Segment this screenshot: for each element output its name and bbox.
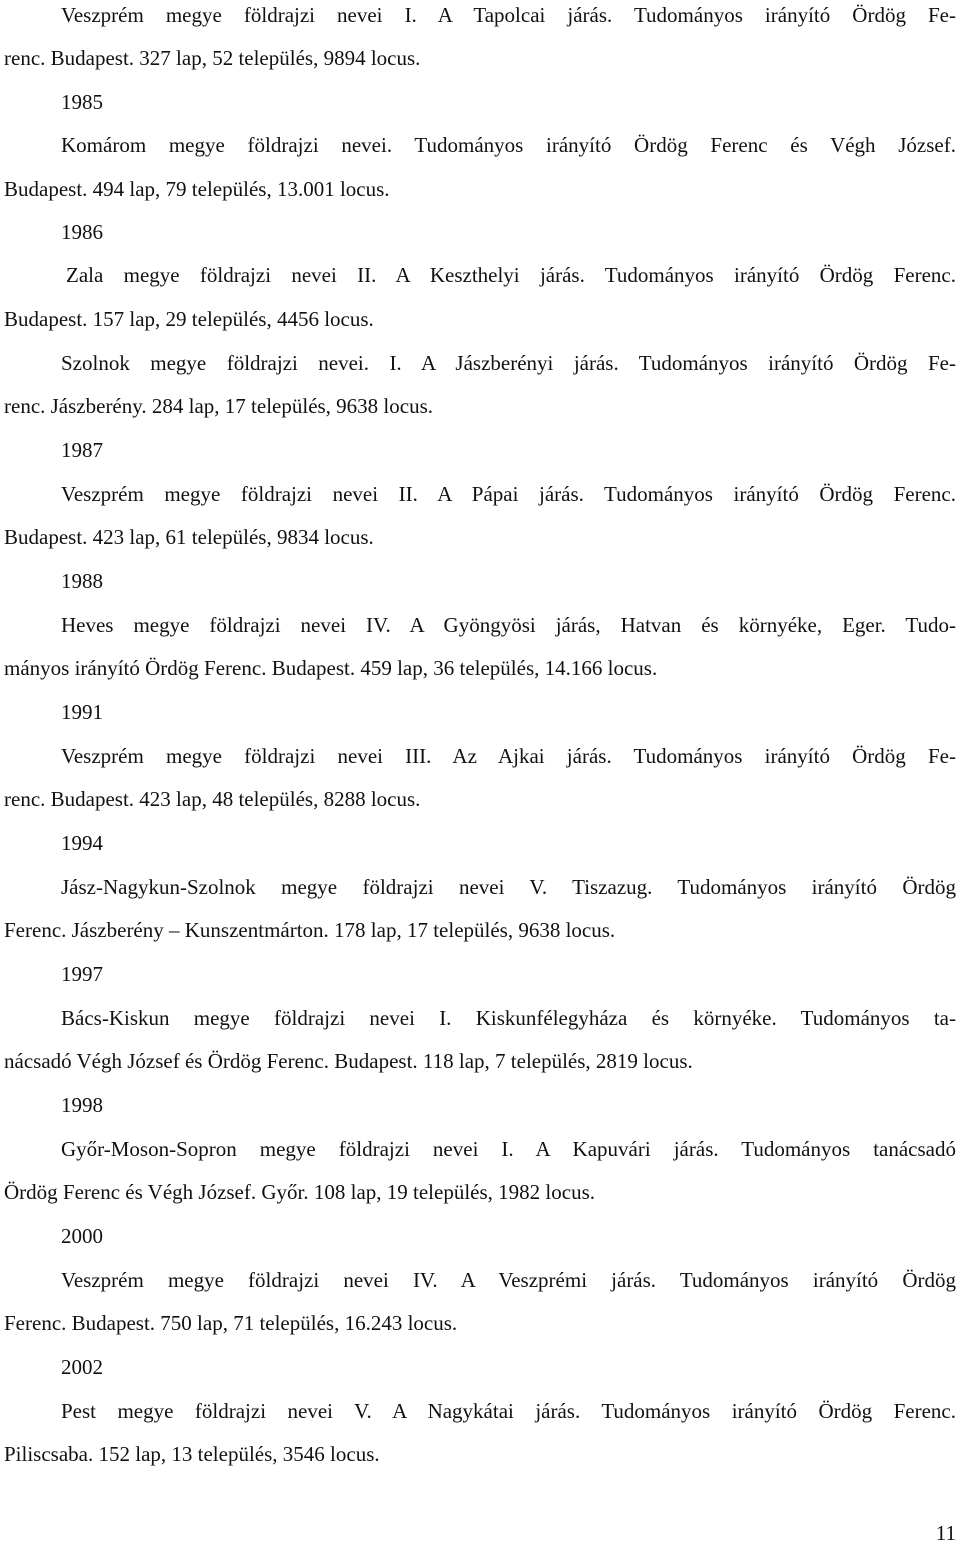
entry-line: Budapest. 494 lap, 79 település, 13.001 locus.	[4, 177, 390, 201]
page-number: 11	[935, 1521, 956, 1545]
entry-line: Veszprém megye földrajzi nevei III. Az Ajkai járás. Tudományos irányító Ördög Fe-	[61, 744, 956, 768]
entry-line: Komárom megye földrajzi nevei. Tudományos irányító Ördög Ferenc és Végh József.	[61, 133, 956, 157]
year-heading: 1997	[61, 962, 103, 986]
entry-line: nácsadó Végh József és Ördög Ferenc. Budapest. 118 lap, 7 település, 2819 locus.	[4, 1049, 693, 1073]
entry-line: Veszprém megye földrajzi nevei IV. A Veszprémi járás. Tudományos irányító Ördög	[61, 1268, 956, 1292]
year-heading: 2002	[61, 1355, 103, 1379]
entry-line: Budapest. 423 lap, 61 település, 9834 locus.	[4, 525, 374, 549]
entry-line: Ferenc. Budapest. 750 lap, 71 település, 16.243 locus.	[4, 1311, 458, 1335]
entry-line: Bács-Kiskun megye földrajzi nevei I. Kiskunfélegyháza és környéke. Tudományos ta-	[61, 1006, 956, 1030]
entry-line: mányos irányító Ördög Ferenc. Budapest. 459 lap, 36 település, 14.166 locus.	[4, 656, 658, 680]
year-heading: 1986	[61, 220, 103, 244]
year-heading: 1987	[61, 438, 103, 462]
entry-line: Heves megye földrajzi nevei IV. A Gyöngyösi járás, Hatvan és környéke, Eger. Tudo-	[61, 613, 956, 637]
entry-line: Piliscsaba. 152 lap, 13 település, 3546 locus.	[4, 1442, 380, 1466]
entry-line: Pest megye földrajzi nevei V. A Nagykátai járás. Tudományos irányító Ördög Ferenc.	[61, 1399, 956, 1423]
entry-line: Ördög Ferenc és Végh József. Győr. 108 lap, 19 település, 1982 locus.	[4, 1180, 595, 1204]
year-heading: 1985	[61, 90, 103, 114]
entry-line: Jász-Nagykun-Szolnok megye földrajzi nevei V. Tiszazug. Tudományos irányító Ördög	[61, 875, 956, 899]
entry-line: Veszprém megye földrajzi nevei II. A Pápai járás. Tudományos irányító Ördög Ferenc.	[61, 482, 956, 506]
year-heading: 2000	[61, 1224, 103, 1248]
year-heading: 1994	[61, 831, 103, 855]
year-heading: 1998	[61, 1093, 103, 1117]
entry-line: renc. Budapest. 423 lap, 48 település, 8288 locus.	[4, 787, 421, 811]
entry-line: renc. Budapest. 327 lap, 52 település, 9894 locus.	[4, 46, 421, 70]
entry-line: Szolnok megye földrajzi nevei. I. A Jászberényi járás. Tudományos irányító Ördög Fe-	[61, 351, 956, 375]
year-heading: 1991	[61, 700, 103, 724]
entry-line: Zala megye földrajzi nevei II. A Keszthelyi járás. Tudományos irányító Ördög Ferenc.	[66, 263, 956, 287]
entry-line: Győr-Moson-Sopron megye földrajzi nevei I. A Kapuvári járás. Tudományos tanácsadó	[61, 1137, 956, 1161]
entry-line: Ferenc. Jászberény – Kunszentmárton. 178 lap, 17 település, 9638 locus.	[4, 918, 616, 942]
entry-line: Budapest. 157 lap, 29 település, 4456 locus.	[4, 307, 374, 331]
year-heading: 1988	[61, 569, 103, 593]
entry-line: Veszprém megye földrajzi nevei I. A Tapolcai járás. Tudományos irányító Ördög Fe-	[61, 3, 956, 27]
entry-line: renc. Jászberény. 284 lap, 17 település, 9638 locus.	[4, 394, 434, 418]
